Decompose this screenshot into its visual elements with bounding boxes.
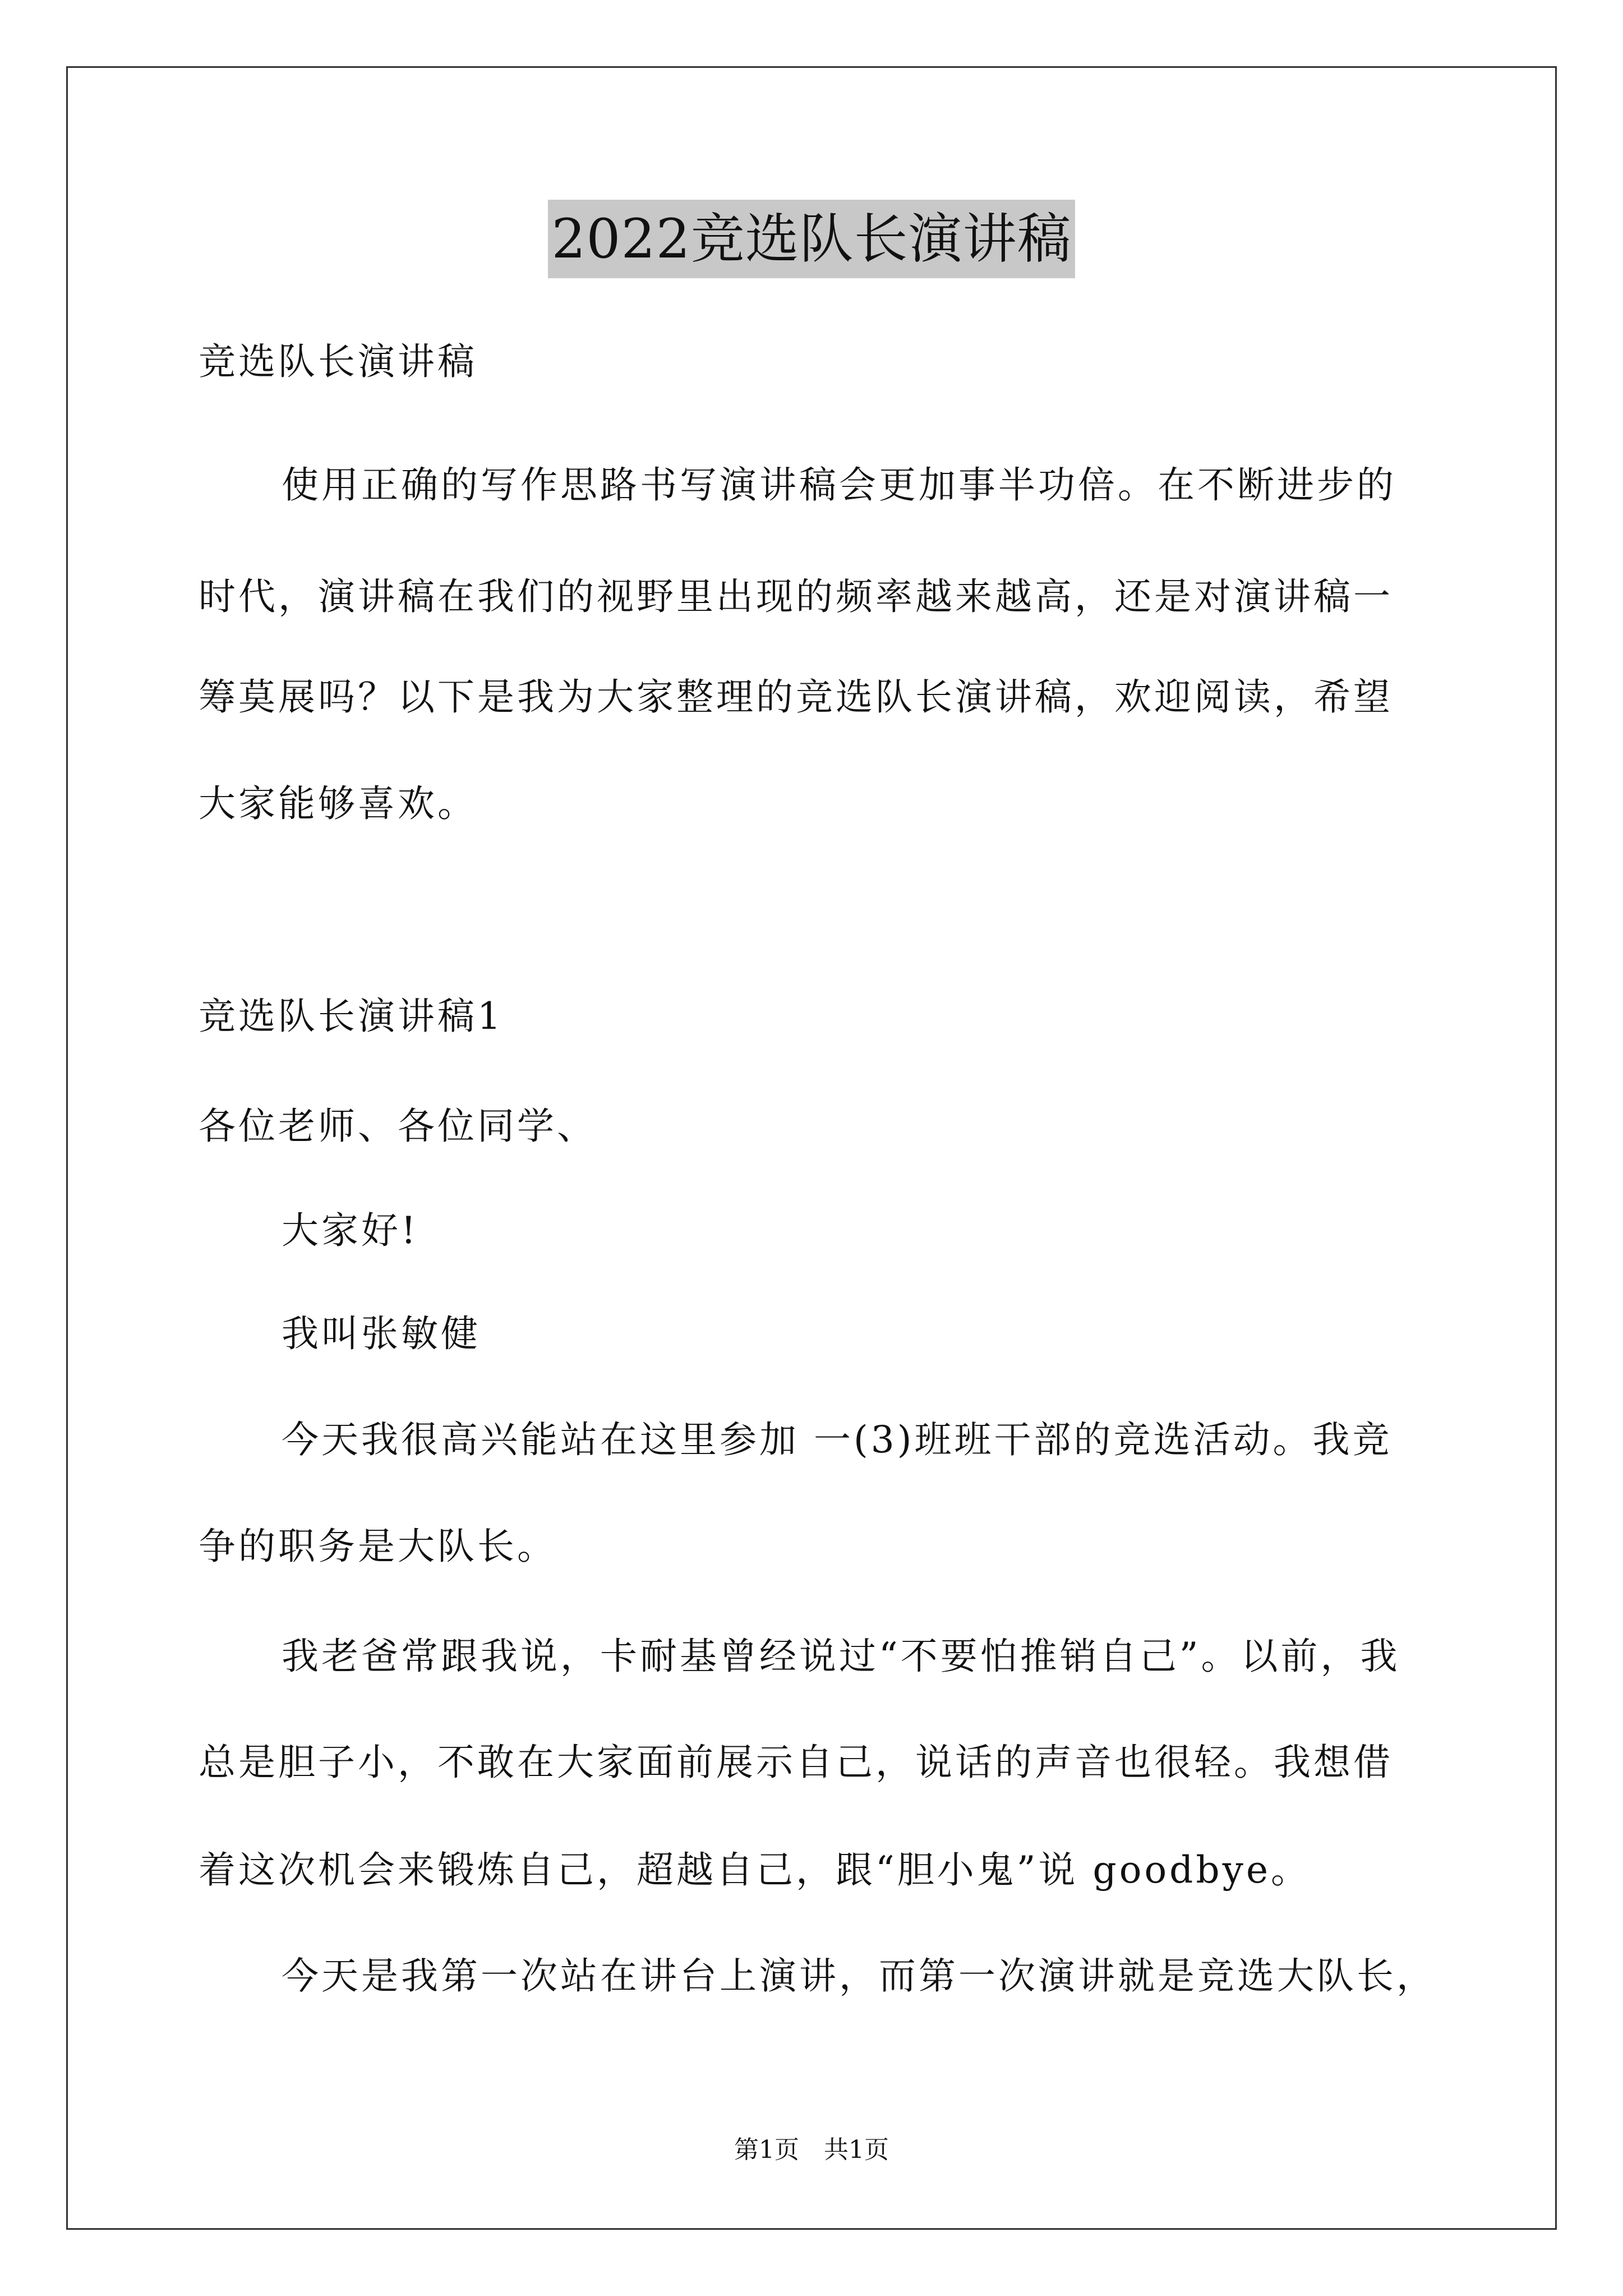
paragraph-3-line-1: 今天是我第一次站在讲台上演讲，而第一次演讲就是竞选大队长， (282, 1954, 1436, 1998)
intro-line-4: 大家能够喜欢。 (199, 782, 477, 825)
paragraph-2-line-3: 着这次机会来锻炼自己，超越自己，跟“胆小鬼”说 goodbye。 (199, 1848, 1311, 1892)
paragraph-1-line-1: 今天我很高兴能站在这里参加 一(3)班班干部的竞选活动。我竞 (282, 1418, 1393, 1461)
speech-heading: 竞选队长演讲稿1 (199, 995, 504, 1038)
subtitle-line: 竞选队长演讲稿 (199, 340, 477, 383)
salutation-line: 各位老师、各位同学、 (199, 1105, 597, 1148)
paragraph-1-line-2: 争的职务是大队长。 (199, 1525, 557, 1568)
page-footer (0, 2133, 1623, 2167)
page-number: 第1页 (734, 2136, 799, 2164)
intro-line-1: 使用正确的写作思路书写演讲稿会更加事半功倍。在不断进步的 (282, 463, 1396, 507)
intro-line-3: 筹莫展吗？以下是我为大家整理的竞选队长演讲稿，欢迎阅读，希望 (199, 675, 1393, 719)
title-container (0, 200, 1623, 278)
paragraph-2-line-1: 我老爸常跟我说，卡耐基曾经说过“不要怕推销自己”。以前，我 (282, 1635, 1400, 1678)
document-title: 2022竞选队长演讲稿 (548, 200, 1075, 278)
intro-line-2: 时代，演讲稿在我们的视野里出现的频率越来越高，还是对演讲稿一 (199, 575, 1393, 618)
greeting-line: 大家好! (282, 1209, 419, 1252)
name-line: 我叫张敏健 (282, 1312, 481, 1355)
paragraph-2-line-2: 总是胆子小，不敢在大家面前展示自己，说话的声音也很轻。我想借 (199, 1741, 1393, 1784)
page-total: 共1页 (824, 2136, 889, 2164)
